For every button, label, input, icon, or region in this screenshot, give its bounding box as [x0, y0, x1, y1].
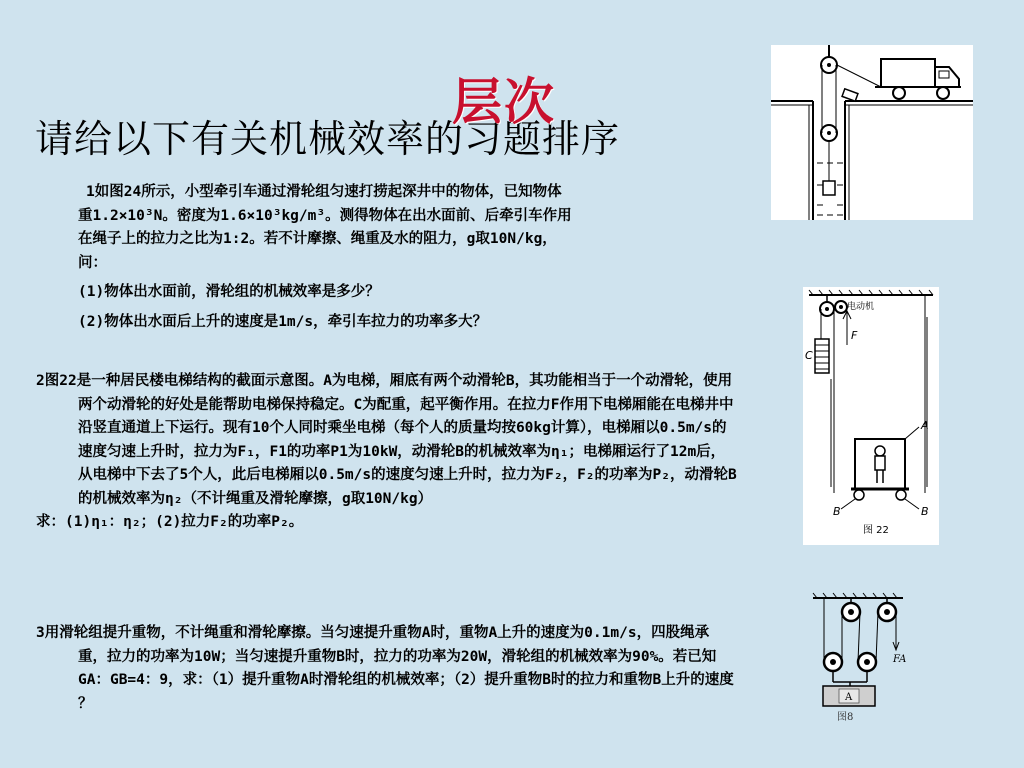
figure-pulley-block — [811, 592, 913, 725]
elevator-diagram — [803, 287, 939, 545]
page-title: 请给以下有关机械效率的习题排序 — [35, 117, 621, 161]
pulley-block-diagram — [811, 592, 913, 725]
problem-1-question-2: (2)物体出水面后上升的速度是1m/s，牵引车拉力的功率多大？ — [78, 313, 488, 330]
problem-2-body: 2图22是一种居民楼电梯结构的截面示意图。A为电梯，厢底有两个动滑轮B，其功能相当于一个动滑轮，使用两个动滑轮的好处是能帮助电梯保持稳定。C为配重，起平衡作用。在拉力F作用下电梯厢能在电梯井中沿竖直通道上下运行。现有10个人同时乘坐电梯（每个人的质量均按60kg计算），电梯厢以0.5m/s的速度匀速上升时，拉力为F₁，F1的功率P1为10kW，动滑轮B的机械效率为η₁；电梯厢运行了12m后，从电梯中下去了5个人，此后电梯厢以0.5m/s的速度匀速上升时，拉力为F₂，F₂的功率为P₂，动滑轮B的机械效率为η₂（不计绳重及滑轮摩擦，g取10N/kg） — [36, 373, 737, 507]
problem-1 — [78, 181, 748, 334]
overlay-title: 层次 — [452, 73, 556, 131]
problem-2-ask: 求：(1)η₁：η₂；(2)拉力F₂的功率P₂。 — [36, 514, 304, 530]
problem-1-line-1: 1如图24所示，小型牵引车通过滑轮组匀速打捞起深井中的物体，已知物体 — [86, 184, 562, 200]
problem-1-line-3: 在绳子上的拉力之比为1:2。若不计摩擦、绳重及水的阻力，g取10N/kg， — [78, 231, 557, 247]
figure-truck-well — [771, 45, 973, 220]
label-fa: FA — [893, 654, 907, 665]
problem-1-line-2: 重1.2×10³N。密度为1.6×10³kg/m³。测得物体在出水面前、后牵引车作用 — [78, 207, 572, 224]
figure-3-caption: 图8 — [837, 712, 854, 723]
problem-3-body: 3用滑轮组提升重物，不计绳重和滑轮摩擦。当匀速提升重物A时，重物A上升的速度为0.1m/s，四股绳承重，拉力的功率为10W；当匀速提升重物B时，拉力的功率为20W，滑轮组的机械效率为90%。若已知GA：GB=4：9，求：（1）提升重物A时滑轮组的机械效率；（2）提升重物B时的拉力和重物B上升的速度 ？ — [36, 625, 734, 712]
label-a: A — [921, 419, 929, 432]
label-b-right: B — [921, 505, 929, 518]
figure-2-caption: 图 22 — [863, 525, 889, 536]
truck-well-diagram — [771, 45, 973, 220]
label-weight-a: A — [845, 692, 853, 703]
problem-3 — [36, 622, 738, 716]
label-c: C — [805, 349, 813, 362]
problem-1-line-4: 问： — [78, 254, 107, 271]
figure-elevator — [803, 287, 939, 545]
label-f: F — [851, 329, 858, 342]
label-b-left: B — [833, 505, 841, 518]
problem-2 — [36, 370, 738, 535]
problem-1-question-1: (1)物体出水面前，滑轮组的机械效率是多少？ — [78, 284, 380, 300]
label-motor: 电动机 — [847, 302, 875, 312]
